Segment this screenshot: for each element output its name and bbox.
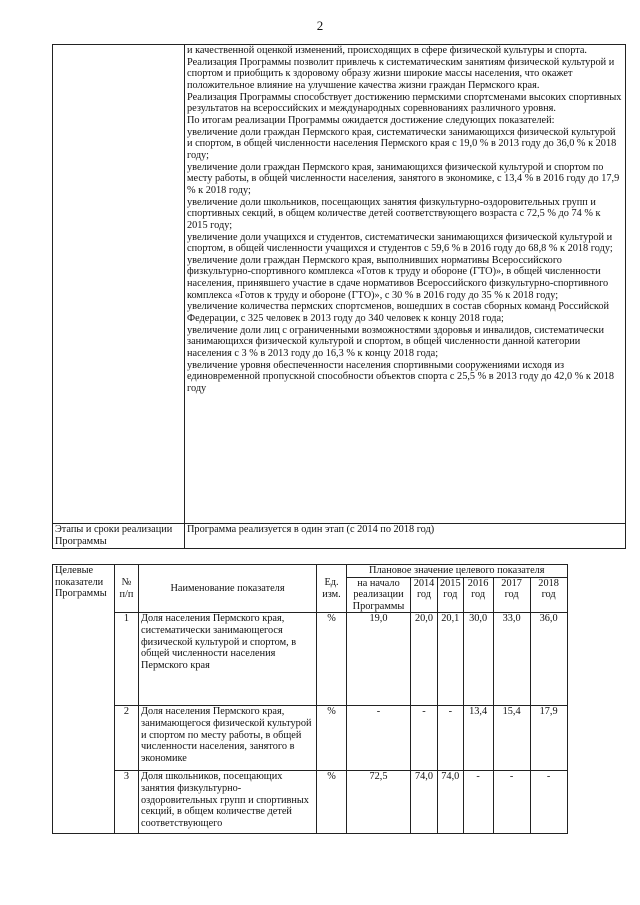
row-value: 20,1 [438,613,464,706]
row-value: 13,4 [463,706,493,771]
goals-label-cell [53,45,185,524]
page-number: 2 [316,18,324,33]
table-row [53,706,568,771]
indicators-section-label: Целевые показатели Программы [53,565,115,834]
col-header-year [530,577,567,613]
row-name: Доля школьников, посещающих занятия физкультурно-оздоровительных групп и спортивных секций, в общем количестве детей соответствующего [139,771,317,834]
row-value: - [530,771,567,834]
goals-paragraph: увеличение доли лиц с ограниченными возможностями здоровья и инвалидов, систематически занимающихся физической культурой и спортом, в общей численности данной категории населения с 3 % в 2013 году до 16,3 % к концу 2018 года; [187,324,604,360]
row-unit: % [317,706,347,771]
goals-row [53,45,626,524]
goals-paragraph: увеличение количества пермских спортсменов, вошедших в состав сборных команд Российской Федерации, с 325 человек в 2013 году до 340 человек к концу 2018 года; [187,301,609,325]
row-value: 74,0 [411,771,438,834]
table-row [53,613,568,706]
col-header-unit: Ед. изм. [317,565,347,613]
row-value: 30,0 [463,613,493,706]
row-value: - [411,706,438,771]
year-unit: год [416,589,432,601]
row-start-value: 72,5 [347,771,411,834]
goals-paragraph: По итогам реализации Программы ожидается достижение следующих показателей: [187,114,555,126]
row-start-value: - [347,706,411,771]
col-header-year [463,577,493,613]
goals-paragraph: увеличение доли граждан Пермского края, занимающихся физической культурой и спортом по месту работы, в общей численности населения, занятого в экономике, с 13,4 % в 2016 году до 17,9 % к 2018 году; [187,161,620,196]
stages-row [53,524,626,549]
goals-paragraph: увеличение доли школьников, посещающих занятия физкультурно-оздоровительных групп и спортивных секций, в общем количестве детей соответствующего возраста с 72,5 % до 74 % к 2015 году; [187,196,601,231]
col-header-year [411,577,438,613]
row-num: 2 [115,706,139,771]
year-unit: год [541,589,556,601]
goals-paragraph: Реализация Программы позволит привлечь к систематическим занятиям физической культурой и спортом и приобщить к здоровому образу жизни широкие массы населения, что окажет положительное влияние на улучшение качества жизни граждан Пермского края. [187,56,615,91]
col-header-num: № п/п [115,565,139,613]
year-label: 2016 [467,577,489,589]
col-header-year [493,577,530,613]
year-label: 2014 [413,577,435,589]
row-value: - [493,771,530,834]
year-unit: год [471,589,486,601]
year-label: 2018 [538,577,559,589]
goals-paragraph: увеличение доли граждан Пермского края, систематически занимающихся физической культурой и спортом, в общей численности населения Пермского края с 19,0 % в 2013 году до 36,0 % к 2018 году; [187,126,617,161]
col-header-plan: Плановое значение целевого показателя [347,565,568,578]
goals-paragraph: Реализация Программы способствует достижению пермскими спортсменами высоких спортивных результатов на всероссийских и международных соревнованиях различного уровня. [187,91,622,115]
goals-paragraph: увеличение доли учащихся и студентов, систематически занимающихся физической культурой и спортом, в общей численности учащихся и студентов с 59,6 % в 2016 году до 68,8 % к 2018 году; [187,231,613,255]
year-unit: год [443,589,458,601]
table-row [53,771,568,834]
row-value: 74,0 [438,771,464,834]
row-unit: % [317,613,347,706]
row-value: 33,0 [493,613,530,706]
row-value: 36,0 [530,613,567,706]
year-label: 2015 [440,577,461,589]
stages-label: Этапы и сроки реализации Программы [53,524,185,549]
row-name: Доля населения Пермского края, систематически занимающегося физической культурой и спортом, в общей численности населения Пермского края [139,613,317,706]
row-name: Доля населения Пермского края, занимающегося физической культурой и спортом по месту работы, в общей численности населения, занятого в экономике [139,706,317,771]
row-value: - [438,706,464,771]
goals-text-cell [185,45,626,524]
indicators-table [52,564,568,834]
row-value: 15,4 [493,706,530,771]
row-unit: % [317,771,347,834]
row-value: 17,9 [530,706,567,771]
col-header-year [438,577,464,613]
row-value: 20,0 [411,613,438,706]
col-header-name: Наименование показателя [139,565,317,613]
passport-table-upper [52,44,626,549]
goals-paragraph: увеличение доли граждан Пермского края, выполнивших нормативы Всероссийского физкультурно-спортивного комплекса «Готов к труду и обороне (ГТО)», в общей численности населения, принявшего участие в сдаче нормативов Всероссийского физкультурно-спортивного комплекса «Готов к труду и обороне (ГТО)», с 30 % в 2016 году до 35 % к 2018 году; [187,254,609,301]
goals-paragraph: увеличение уровня обеспеченности населения спортивными сооружениями исходя из единовременной пропускной способности объектов спорта с 25,5 % в 2013 году до 42,0 % к 2018 году [187,359,615,395]
row-value: - [463,771,493,834]
row-num: 1 [115,613,139,706]
row-num: 3 [115,771,139,834]
indicators-header-row [53,565,568,578]
year-unit: год [504,589,519,601]
year-label: 2017 [501,577,522,589]
row-start-value: 19,0 [347,613,411,706]
stages-text: Программа реализуется в один этап (с 2014 по 2018 год) [185,524,626,549]
goals-paragraph: и качественной оценкой изменений, происходящих в сфере физической культуры и спорта. [187,45,587,56]
col-header-start: на начало реализации Программы [347,577,411,613]
